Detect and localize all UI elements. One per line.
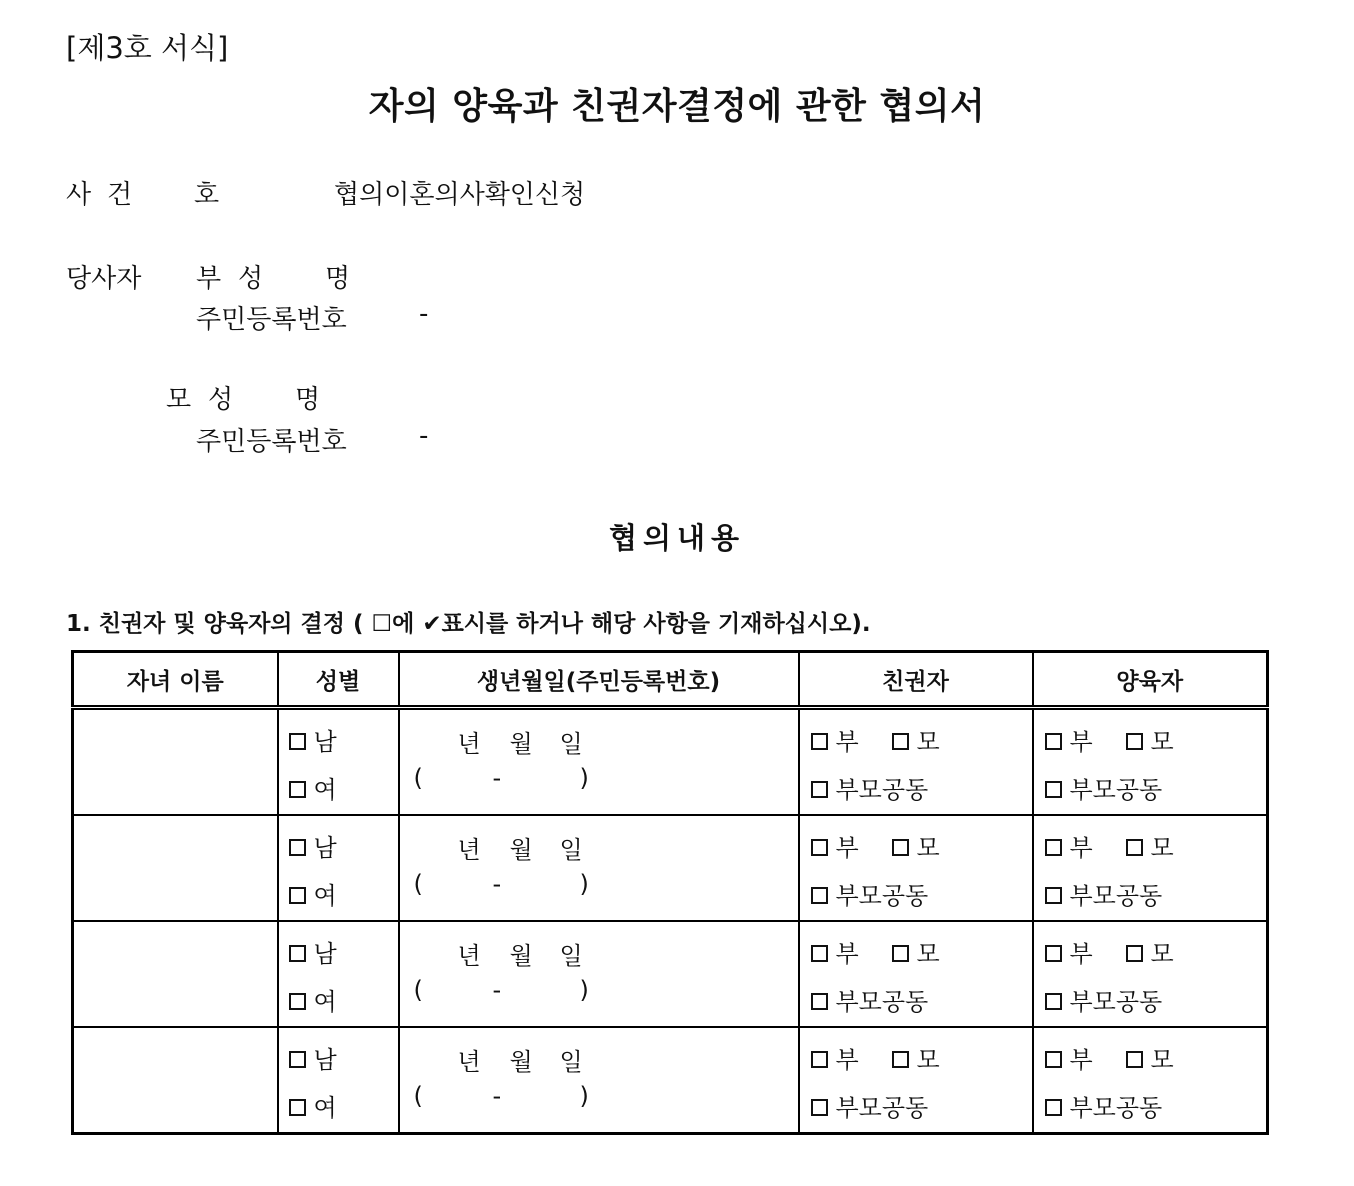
checkbox-icon[interactable] — [811, 1051, 828, 1068]
gender-female-label: 여 — [313, 776, 337, 804]
table-row — [73, 921, 1268, 1027]
checkbox-icon[interactable] — [289, 781, 306, 798]
mother-label: 모 — [166, 385, 192, 415]
checkbox-icon[interactable] — [811, 945, 828, 962]
authority-mother-label: 모 — [916, 834, 940, 862]
gender-female-option[interactable] — [289, 982, 337, 1017]
custodian-mother-option[interactable] — [1126, 828, 1174, 863]
birth-year-label: 년 — [457, 836, 481, 864]
checkbox-icon[interactable] — [1045, 1099, 1062, 1116]
birthdate-cell[interactable] — [399, 921, 799, 1027]
father-name-label-2: 명 — [325, 264, 351, 294]
section-title: 협의내용 — [608, 521, 746, 555]
rrn-dash: - — [492, 1082, 502, 1110]
gender-female-label: 여 — [313, 882, 337, 910]
gender-male-option[interactable] — [289, 828, 337, 863]
checkbox-icon[interactable] — [289, 887, 306, 904]
gender-cell — [278, 1027, 399, 1134]
gender-cell — [278, 815, 399, 921]
authority-father-label: 부 — [835, 940, 859, 968]
birth-month-label: 월 — [509, 836, 533, 864]
case-label-3: 호 — [194, 180, 220, 210]
father-label: 부 — [196, 264, 222, 294]
custodian-mother-option[interactable] — [1126, 722, 1174, 757]
checkbox-icon[interactable] — [811, 993, 828, 1010]
father-name-label-1: 성 — [238, 264, 264, 294]
authority-joint-label: 부모공동 — [835, 988, 929, 1016]
header-birthdate: 생년월일(주민등록번호) — [399, 652, 799, 708]
checkbox-icon[interactable] — [892, 733, 909, 750]
case-label-2: 건 — [107, 180, 133, 210]
birth-day-label: 일 — [559, 942, 583, 970]
custodian-mother-label: 모 — [1150, 940, 1174, 968]
checkbox-icon[interactable] — [1045, 993, 1062, 1010]
birth-day-label: 일 — [559, 730, 583, 758]
custodian-joint-option[interactable] — [1045, 982, 1163, 1017]
authority-joint-option[interactable] — [811, 876, 929, 911]
gender-male-label: 남 — [313, 834, 337, 862]
gender-cell — [278, 921, 399, 1027]
birth-day-label: 일 — [559, 836, 583, 864]
rrn-close-paren: ) — [579, 976, 589, 1004]
rrn-open-paren: ( — [413, 870, 423, 898]
gender-male-label: 남 — [313, 728, 337, 756]
father-rrn-label: 주민등록번호 — [196, 305, 347, 335]
case-label-1: 사 — [66, 180, 92, 210]
parental-authority-cell — [799, 1027, 1033, 1134]
authority-joint-option[interactable] — [811, 982, 929, 1017]
authority-father-option[interactable] — [811, 1040, 859, 1075]
children-table — [71, 650, 1269, 1135]
birth-day-label: 일 — [559, 1048, 583, 1076]
table-row — [73, 1027, 1268, 1134]
custodian-cell — [1033, 708, 1268, 816]
rrn-open-paren: ( — [413, 1082, 423, 1110]
rrn-close-paren: ) — [579, 870, 589, 898]
checkbox-icon[interactable] — [289, 839, 306, 856]
birth-year-label: 년 — [457, 730, 481, 758]
checkbox-icon[interactable] — [289, 945, 306, 962]
table-header-row — [73, 652, 1268, 708]
authority-mother-option[interactable] — [892, 722, 940, 757]
custodian-cell — [1033, 921, 1268, 1027]
authority-mother-option[interactable] — [892, 1040, 940, 1075]
custodian-mother-label: 모 — [1150, 834, 1174, 862]
gender-male-option[interactable] — [289, 934, 337, 969]
custodian-cell — [1033, 1027, 1268, 1134]
authority-mother-option[interactable] — [892, 934, 940, 969]
party-label: 당사자 — [66, 264, 142, 294]
mother-rrn-dash: - — [419, 421, 429, 451]
authority-joint-option[interactable] — [811, 770, 929, 805]
checkbox-icon[interactable] — [892, 839, 909, 856]
document-title: 자의 양육과 친권자결정에 관한 협의서 — [368, 86, 986, 127]
custodian-father-label: 부 — [1069, 728, 1093, 756]
checkbox-icon[interactable] — [811, 887, 828, 904]
checkbox-icon[interactable] — [289, 1099, 306, 1116]
checkbox-icon[interactable] — [1126, 1051, 1143, 1068]
custodian-mother-option[interactable] — [1126, 1040, 1174, 1075]
custodian-joint-option[interactable] — [1045, 876, 1163, 911]
custodian-father-option[interactable] — [1045, 828, 1093, 863]
rrn-dash: - — [492, 976, 502, 1004]
child-name-cell[interactable] — [73, 1027, 278, 1134]
custodian-joint-option[interactable] — [1045, 770, 1163, 805]
authority-father-option[interactable] — [811, 828, 859, 863]
checkbox-icon[interactable] — [289, 1051, 306, 1068]
rrn-dash: - — [492, 764, 502, 792]
gender-female-option[interactable] — [289, 770, 337, 805]
mother-name-label-1: 성 — [208, 385, 234, 415]
child-name-cell[interactable] — [73, 921, 278, 1027]
custodian-father-label: 부 — [1069, 940, 1093, 968]
checkbox-icon[interactable] — [811, 733, 828, 750]
gender-female-option[interactable] — [289, 1088, 337, 1123]
authority-mother-option[interactable] — [892, 828, 940, 863]
checkbox-icon[interactable] — [1045, 945, 1062, 962]
authority-joint-label: 부모공동 — [835, 882, 929, 910]
header-child-name: 자녀 이름 — [73, 652, 278, 708]
birthdate-cell[interactable] — [399, 708, 799, 816]
rrn-close-paren: ) — [579, 764, 589, 792]
custodian-joint-label: 부모공동 — [1069, 1094, 1163, 1122]
gender-female-label: 여 — [313, 1094, 337, 1122]
gender-male-label: 남 — [313, 1046, 337, 1074]
authority-joint-label: 부모공동 — [835, 1094, 929, 1122]
custodian-mother-label: 모 — [1150, 728, 1174, 756]
header-gender: 성별 — [278, 652, 399, 708]
parental-authority-cell — [799, 708, 1033, 816]
gender-cell — [278, 708, 399, 816]
checkbox-icon[interactable] — [289, 993, 306, 1010]
birth-month-label: 월 — [509, 942, 533, 970]
rrn-close-paren: ) — [579, 1082, 589, 1110]
custodian-mother-option[interactable] — [1126, 934, 1174, 969]
rrn-open-paren: ( — [413, 764, 423, 792]
rrn-open-paren: ( — [413, 976, 423, 1004]
gender-male-option[interactable] — [289, 722, 337, 757]
authority-father-label: 부 — [835, 1046, 859, 1074]
checkbox-icon[interactable] — [892, 1051, 909, 1068]
birthdate-cell[interactable] — [399, 815, 799, 921]
birth-year-label: 년 — [457, 942, 481, 970]
birth-month-label: 월 — [509, 1048, 533, 1076]
custodian-cell — [1033, 815, 1268, 921]
checkbox-icon[interactable] — [811, 1099, 828, 1116]
authority-father-label: 부 — [835, 728, 859, 756]
authority-joint-option[interactable] — [811, 1088, 929, 1123]
birth-year-label: 년 — [457, 1048, 481, 1076]
authority-mother-label: 모 — [916, 728, 940, 756]
custodian-father-option[interactable] — [1045, 722, 1093, 757]
authority-mother-label: 모 — [916, 940, 940, 968]
rrn-dash: - — [492, 870, 502, 898]
checkbox-icon[interactable] — [1045, 1051, 1062, 1068]
custodian-father-option[interactable] — [1045, 1040, 1093, 1075]
checkbox-icon[interactable] — [811, 781, 828, 798]
instruction-text: 1. 친권자 및 양육자의 결정 ( ☐에 ✔표시를 하거나 해당 사항을 기재하십시오). — [66, 611, 871, 637]
custodian-joint-label: 부모공동 — [1069, 882, 1163, 910]
header-parental-authority: 친권자 — [799, 652, 1033, 708]
authority-mother-label: 모 — [916, 1046, 940, 1074]
checkbox-icon[interactable] — [892, 945, 909, 962]
mother-rrn-label: 주민등록번호 — [196, 427, 347, 457]
authority-joint-label: 부모공동 — [835, 776, 929, 804]
gender-male-option[interactable] — [289, 1040, 337, 1075]
custodian-joint-label: 부모공동 — [1069, 776, 1163, 804]
case-value: 협의이혼의사확인신청 — [334, 180, 586, 210]
header-custodian: 양육자 — [1033, 652, 1268, 708]
custodian-father-label: 부 — [1069, 1046, 1093, 1074]
gender-female-option[interactable] — [289, 876, 337, 911]
checkbox-icon[interactable] — [1045, 887, 1062, 904]
father-rrn-dash: - — [419, 299, 429, 329]
parental-authority-cell — [799, 815, 1033, 921]
child-name-cell[interactable] — [73, 708, 278, 816]
mother-name-label-2: 명 — [295, 385, 321, 415]
custodian-joint-label: 부모공동 — [1069, 988, 1163, 1016]
checkbox-icon[interactable] — [1126, 839, 1143, 856]
checkbox-icon[interactable] — [1045, 781, 1062, 798]
checkbox-icon[interactable] — [1126, 945, 1143, 962]
custodian-father-option[interactable] — [1045, 934, 1093, 969]
custodian-father-label: 부 — [1069, 834, 1093, 862]
checkbox-icon[interactable] — [1126, 733, 1143, 750]
checkbox-icon[interactable] — [811, 839, 828, 856]
table-row — [73, 708, 1268, 816]
child-name-cell[interactable] — [73, 815, 278, 921]
birthdate-cell[interactable] — [399, 1027, 799, 1134]
checkbox-icon[interactable] — [1045, 733, 1062, 750]
gender-female-label: 여 — [313, 988, 337, 1016]
form-number: [제3호 서식] — [66, 31, 229, 65]
authority-father-option[interactable] — [811, 934, 859, 969]
checkbox-icon[interactable] — [289, 733, 306, 750]
custodian-joint-option[interactable] — [1045, 1088, 1163, 1123]
checkbox-icon[interactable] — [1045, 839, 1062, 856]
parental-authority-cell — [799, 921, 1033, 1027]
gender-male-label: 남 — [313, 940, 337, 968]
authority-father-label: 부 — [835, 834, 859, 862]
birth-month-label: 월 — [509, 730, 533, 758]
custodian-mother-label: 모 — [1150, 1046, 1174, 1074]
authority-father-option[interactable] — [811, 722, 859, 757]
table-row — [73, 815, 1268, 921]
